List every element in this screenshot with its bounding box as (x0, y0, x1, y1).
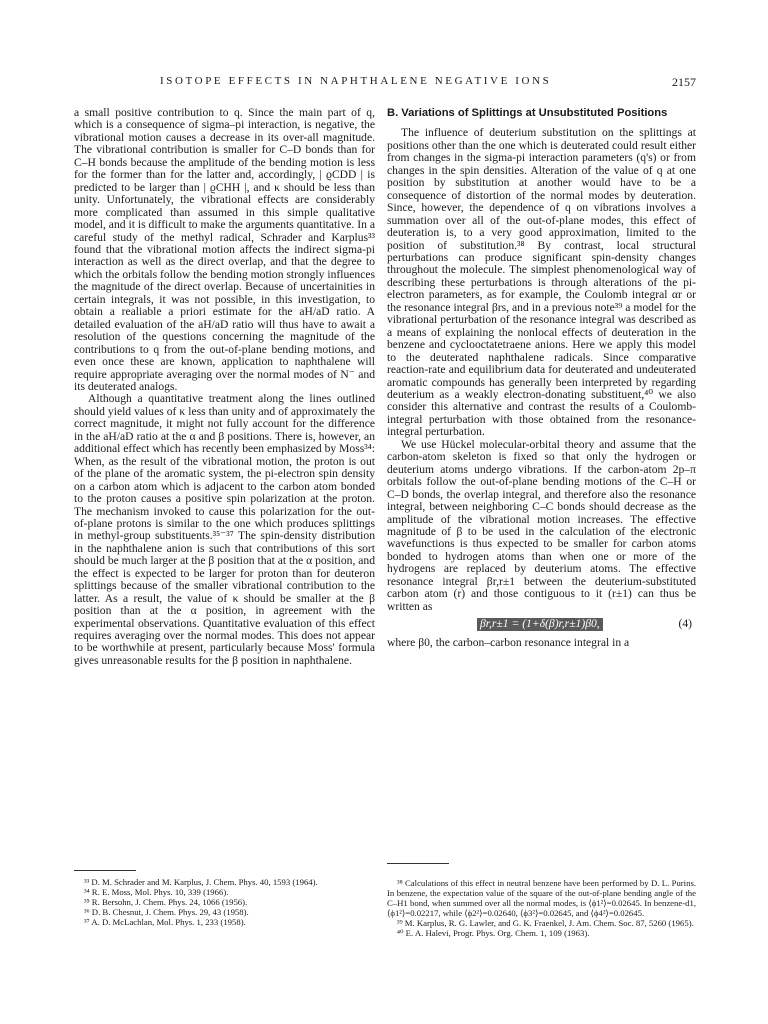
footnote-40: ⁴⁰ E. A. Halevi, Progr. Phys. Org. Chem. 1, 109 (1963). (397, 928, 590, 939)
footnote-37: ³⁷ A. D. McLachlan, Mol. Phys. 1, 233 (1958). (84, 917, 246, 928)
right-footnotes (387, 878, 696, 939)
equation-4 (387, 615, 696, 635)
equation-expression: βr,r±1 = (1+δ(β)r,r±1)β0, (477, 618, 603, 630)
left-paragraph-1: a small positive contribution to q. Since the main part of q, which is a consequence of sigma–pi interaction, is negative, the vibrational motion causes a decrease in its over-all magnitude. The vibrational contribution is smaller for C–D bonds than for C–H bonds because the amplitude of the bending motion is less for the former than for the latter and, accordingly, | ϱCDD | is predicted to be larger than | ϱCHH |, and κ should be less than unity. Unfortunately, the vibrational effects are considerably more complicated than assumed in this simple qualitative model, and it is difficult to make the arguments quantitative. In a careful study of the methyl radical, Schrader and Karplus³³ found that the vibrational motion affects the indirect sigma-pi interaction as well as the direct overlap, and that the degree to which the orbitals follow the bending motion strongly influences the magnitude of the direct overlap. Because of uncertainities in certain integrals, it was not possible, in this investigation, to obtain a realiable a priori estimate for the aH/aD ratio. A detailed evaluation of the aH/aD ratio will thus have to await a resolution of the questions concerning the magnitude of the contributions to q from the out-of-plane bending motions, and even once these are known, application to naphthalene will require appropriate averaging over the normal modes of N⁻ and its deuterated analogs. (74, 106, 375, 393)
running-title: ISOTOPE EFFECTS IN NAPHTHALENE NEGATIVE IONS (160, 75, 552, 87)
left-paragraph-2: Although a quantitative treatment along the lines outlined should yield values of κ less than unity and of approximately the correct magnitude, it might not fully account for the difference in the aH/aD ratio at the α and β positions. There is, however, an additional effect which has recently been emphasized by Moss³⁴: When, as the result of the vibrational motion, the proton is out of the plane of the aromatic system, the pi-electron spin density on a carbon atom which is adjacent to the carbon atom bonded to the proton causes a positive spin polarization at the proton. The mechanism invoked to cause this polarization for the out-of-plane protons is similar to the one which produces splittings in methyl-group substituents.³⁵⁻³⁷ The spin-density distribution in the naphthalene anion is such that contributions of this sort should be much larger at the β position that at the α position, and the effect is expected to be larger for proton than for deuteron splittings because of the smaller vibrational contribution to the latter. As a result, the value of κ should be smaller at the β position than at the α position, in agreement with the experimental observations. Quantitative evaluation of this effect requires averaging over the normal modes. This does not appear to be worthwhile at present, particularly because Moss' formula gives unreasonable results for the β position in naphthalene. (74, 392, 375, 667)
footnote-36: ³⁶ D. B. Chesnut, J. Chem. Phys. 29, 43 (1958). (84, 907, 249, 918)
footnote-35: ³⁵ R. Bersohn, J. Chem. Phys. 24, 1066 (1956). (84, 897, 248, 908)
right-paragraph-continuation: where β0, the carbon–carbon resonance integral in a (387, 636, 630, 650)
footnote-34: ³⁴ R. E. Moss, Mol. Phys. 10, 339 (1966). (84, 887, 229, 898)
right-column (387, 107, 696, 650)
equation-number: (4) (678, 617, 692, 631)
footnote-38: ³⁸ Calculations of this effect in neutral benzene have been performed by D. L. Purins. In benzene, the expectation value of the square of the out-of-plane bending angle of the C–H1 bond, when summed over all the normal modes, is ⟨ϕ1²⟩=0.02645. In benzene-d1, ⟨ϕ1²⟩=0.02217, while ⟨ϕ2²⟩=0.02640, ⟨ϕ3²⟩=0.02645, and ⟨ϕ4²⟩=0.02645. (387, 878, 696, 919)
right-paragraph-2: We use Hückel molecular-orbital theory and assume that the carbon-atom skeleton is fixed so that only the hydrogen or deuterium atoms undergo vibrations. If the carbon-atom 2p–π orbitals follow the out-of-plane bending motions of the C–H or C–D bonds, the overlap integral, and therefore also the resonance integral, between neighboring C–C bonds should decrease as the amplitude of the vibrational motion increases. The effective magnitude of β to be used in the calculation of the electronic wavefunctions is thus expected to be smaller for carbon atoms bonded to hydrogen atoms than when one or more of the hydrogens are replaced by deuterium atoms. The effective resonance integral βr,r±1 between the deuterium-substituted carbon atom (r) and those contiguous to it (r±1) can thus be written as (387, 437, 696, 613)
left-footnote-rule (74, 870, 136, 871)
footnote-33: ³³ D. M. Schrader and M. Karplus, J. Chem. Phys. 40, 1593 (1964). (84, 877, 318, 887)
right-footnote-rule (387, 863, 449, 864)
section-title: B. Variations of Splittings at Unsubstituted Positions (387, 107, 668, 119)
right-paragraph-1: The influence of deuterium substitution on the splittings at positions other than the one which is deuterated could result either from changes in the sigma-pi interaction parameters (q's) or from changes in the spin densities. Alteration of the value of q at one position by substitution at another would have to be a consequence of distortion of the normal modes by deuteration. Since, however, the dependence of q on vibrations involves a summation over all of the out-of-plane modes, this effect of deuteration is, to a very good approximation, limited to the position of substitution.³⁸ By contrast, local structural perturbations can produce significant spin-density changes throughout the molecule. The simplest phenomenological way of describing these perturbations is through alterations of the pi-electron parameters, as for example, the Coulomb integral αr or the resonance integral βrs, and in a previous note³⁹ a model for the vibrational perturbation of the resonance integral was described as a means of explaining the nonlocal effects of deuteration in the benzene and cyclooctatetraene anions. Here we apply this model to the deuterated naphthalene radicals. Since comparative reaction-rate and equilibrium data for deuterated and undeuterated aromatic compounds has generally been interpreted by regarding deuterium as a weakly electron-donating substituent,⁴⁰ we also consider this alternative and contrast the results of a Coulomb-integral perturbation with those obtained from the resonance-integral perturbation. (387, 126, 696, 439)
left-footnotes (74, 877, 375, 927)
left-column (74, 107, 375, 667)
footnote-39: ³⁹ M. Karplus, R. G. Lawler, and G. K. Fraenkel, J. Am. Chem. Soc. 87, 5260 (1965). (397, 918, 694, 929)
running-header (74, 75, 696, 91)
page-number: 2157 (672, 75, 696, 89)
